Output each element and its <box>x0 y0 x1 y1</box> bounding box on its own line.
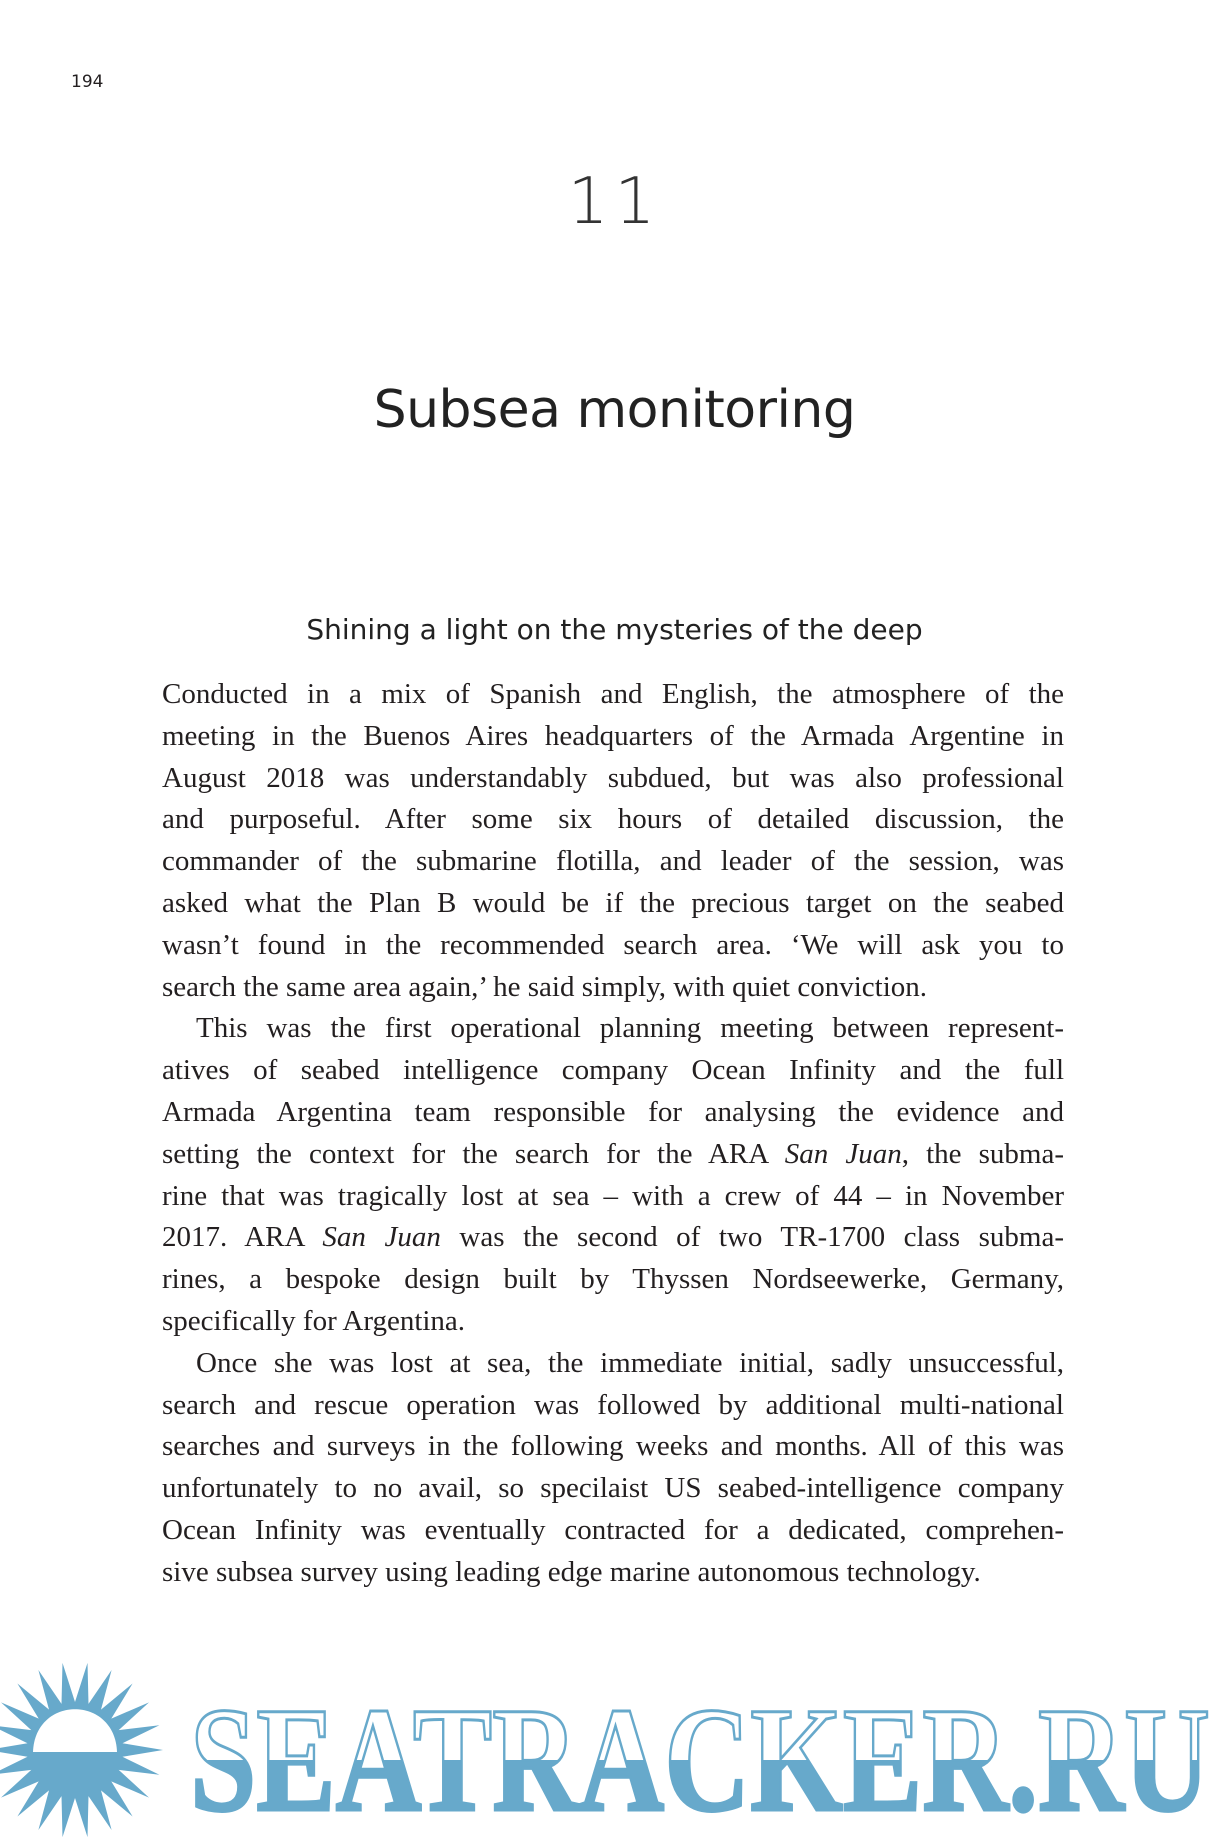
chapter-title: Subsea monitoring <box>373 380 856 440</box>
text-line: Conducted in a mix of Spanish and English, the atmosphere of the <box>162 678 1064 710</box>
text-line: sive subsea survey using leading edge marine autonomous technology. <box>162 1555 981 1588</box>
text-line: rines, a bespoke design built by Thyssen Nordseewerke, Germany, <box>162 1263 1064 1296</box>
text-line: meeting in the Buenos Aires headquarters of the Armada Argentine in <box>162 719 1064 752</box>
text-line: Ocean Infinity was eventually contracted for a dedicated, comprehen- <box>162 1513 1064 1546</box>
text-line: specifically for Argentina. <box>162 1304 466 1337</box>
body-text <box>162 674 1064 1594</box>
text-segment: 2017. ARA <box>162 1221 323 1254</box>
text-line: rine that was tragically lost at sea – with a crew of 44 – in November <box>162 1179 1064 1212</box>
text-segment: setting the context for the search for the ARA <box>162 1137 785 1170</box>
text-segment: was the second of two TR-1700 class subma- <box>440 1221 1064 1254</box>
text-line: Armada Argentina team responsible for analysing the evidence and <box>162 1095 1064 1128</box>
watermark-logo <box>0 1660 1229 1840</box>
page-number: 194 <box>71 72 104 92</box>
text-line: wasn’t found in the recommended search area. ‘We will ask you to <box>162 928 1064 961</box>
text-line: searches and surveys in the following weeks and months. All of this was <box>162 1430 1064 1463</box>
text-line: search the same area again,’ he said simply, with quiet conviction. <box>162 970 928 1003</box>
chapter-number: 11 <box>567 165 662 239</box>
text-line: atives of seabed intelligence company Ocean Infinity and the full <box>162 1054 1064 1087</box>
text-line: unfortunately to no avail, so specilaist US seabed-intelligence company <box>162 1472 1064 1505</box>
text-line: commander of the submarine flotilla, and leader of the session, was <box>162 845 1064 878</box>
watermark-text: SEATRACKER.RU <box>190 1677 1210 1840</box>
italic-name: San Juan <box>784 1137 902 1170</box>
text-segment: , the subma- <box>901 1137 1064 1170</box>
text-line: search and rescue operation was followed by additional multi-national <box>162 1388 1064 1421</box>
text-line: asked what the Plan B would be if the precious target on the seabed <box>162 886 1064 919</box>
section-heading: Shining a light on the mysteries of the deep <box>306 613 923 646</box>
text-line: and purposeful. After some six hours of detailed discussion, the <box>162 803 1064 836</box>
text-line: August 2018 was understandably subdued, but was also professional <box>162 761 1064 794</box>
text-line <box>162 1217 1064 1259</box>
italic-name: San Juan <box>322 1221 441 1254</box>
text-line <box>162 1134 1064 1176</box>
text-line: Once she was lost at sea, the immediate initial, sadly unsuccessful, <box>196 1346 1064 1379</box>
sun-icon <box>0 1663 163 1837</box>
text-line: This was the first operational planning meeting between represent- <box>196 1012 1064 1045</box>
